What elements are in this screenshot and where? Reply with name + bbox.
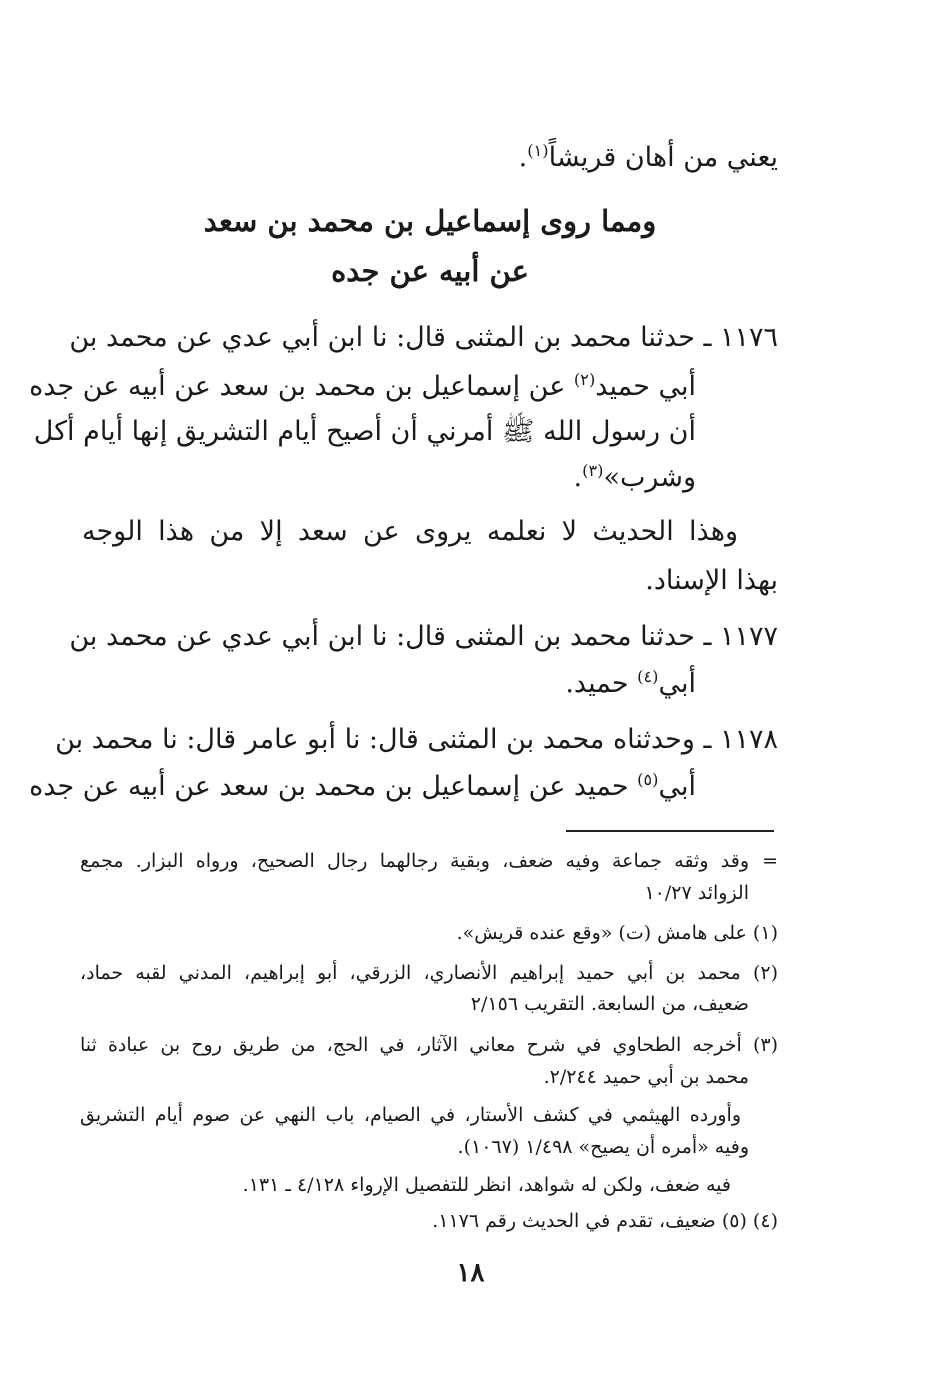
hadith-text: أبي — [658, 771, 696, 802]
comment-line: وهذا الحديث لا نعلمه يروى عن سعد إلا من هذا الوجه — [82, 516, 738, 547]
footnote-3-line: (٣) أخرجه الطحاوي في شرح معاني الآثار، في الحج، من طريق روح بن عبادة ثنا — [80, 1034, 778, 1056]
comment-paragraph — [82, 512, 778, 602]
footnote-2-line: (٢) محمد بن أبي حميد إبراهيم الأنصاري، الزرقي، أبو إبراهيم، المدني لقبه حماد، — [80, 962, 778, 984]
footnote-3-line: فيه ضعف، ولكن له شواهد، انظر للتفصيل الإرواء ٤/١٢٨ ـ ١٣١. — [242, 1174, 731, 1196]
footnote-ref[interactable]: (٢) — [573, 370, 596, 389]
hadith-line — [574, 458, 696, 498]
hadith-line: ١١٧٦ ـ حدثنا محمد بن المثنى قال: نا ابن أبي عدي عن محمد بن — [69, 322, 778, 353]
intro-end: . — [518, 142, 528, 173]
footnote-2-line: ضعيف، من السابعة. التقريب ٢/١٥٦ — [470, 993, 749, 1015]
hadith-line: أن رسول الله ﷺ أمرني أن أصيح أيام التشريق إنها أيام أكل — [33, 416, 696, 447]
hadith-line: ١١٧٨ ـ وحدثناه محمد بن المثنى قال: نا أبو عامر قال: نا محمد بن — [55, 724, 778, 755]
hadith-text: أبي حميد — [595, 371, 696, 402]
hadith-text: حميد. — [565, 668, 638, 699]
hadith-line: ١١٧٧ ـ حدثنا محمد بن المثنى قال: نا ابن أبي عدي عن محمد بن — [69, 621, 778, 652]
footnote-3-line: وأورده الهيثمي في كشف الأستار، في الصيام، باب النهي عن صوم أيام التشريق — [80, 1104, 741, 1126]
hadith-text: عن إسماعيل بن محمد بن سعد عن أبيه عن جده — [29, 371, 574, 402]
page-number: ١٨ — [456, 1258, 485, 1288]
footnote-4-5: (٤) (٥) ضعيف، تقدم في الحديث رقم ١١٧٦. — [432, 1210, 778, 1232]
hadith-1176 — [29, 318, 778, 498]
footnote-3-line: محمد بن أبي حميد ٢/٢٤٤. — [543, 1066, 749, 1088]
footnote-ref[interactable]: (٣) — [582, 461, 604, 480]
footnote-ref[interactable]: (١) — [527, 141, 549, 160]
hadith-line — [565, 664, 696, 704]
footnote-line: وقد وثقه جماعة وفيه ضعف، وبقية رجالهما رجال الصحيح، ورواه البزار. مجمع — [80, 850, 749, 872]
hadith-text: حميد عن إسماعيل بن محمد بن سعد عن أبيه عن جده — [29, 771, 638, 802]
hadith-line — [29, 767, 696, 807]
footnote-line: الزوائد ١٠/٢٧ — [644, 882, 749, 904]
footnote-3-line: وفيه «أمره أن يصيح» ١/٤٩٨ (١٠٦٧). — [457, 1136, 749, 1158]
section-heading-line-2: عن أبيه عن جده — [331, 254, 529, 288]
footnote-ref[interactable]: (٥) — [637, 770, 659, 789]
intro-line — [519, 138, 778, 178]
intro-text: يعني من أهان قريشاً — [548, 142, 778, 173]
footnote-ref[interactable]: (٤) — [637, 667, 659, 686]
hadith-1177 — [69, 617, 778, 707]
hadith-text: وشرب» — [603, 462, 696, 493]
hadith-line — [29, 367, 696, 407]
footnote-continuation-mark: = — [762, 850, 778, 872]
section-heading-line-1: ومما روى إسماعيل بن محمد بن سعد — [203, 204, 657, 238]
comment-line: بهذا الإسناد. — [645, 565, 778, 596]
hadith-text: أبي — [658, 668, 696, 699]
footnote-1: (١) على هامش (ت) «وقع عنده قريش». — [456, 922, 778, 944]
footnote-separator — [566, 830, 774, 832]
hadith-text: . — [573, 462, 583, 493]
hadith-1178 — [29, 720, 778, 810]
